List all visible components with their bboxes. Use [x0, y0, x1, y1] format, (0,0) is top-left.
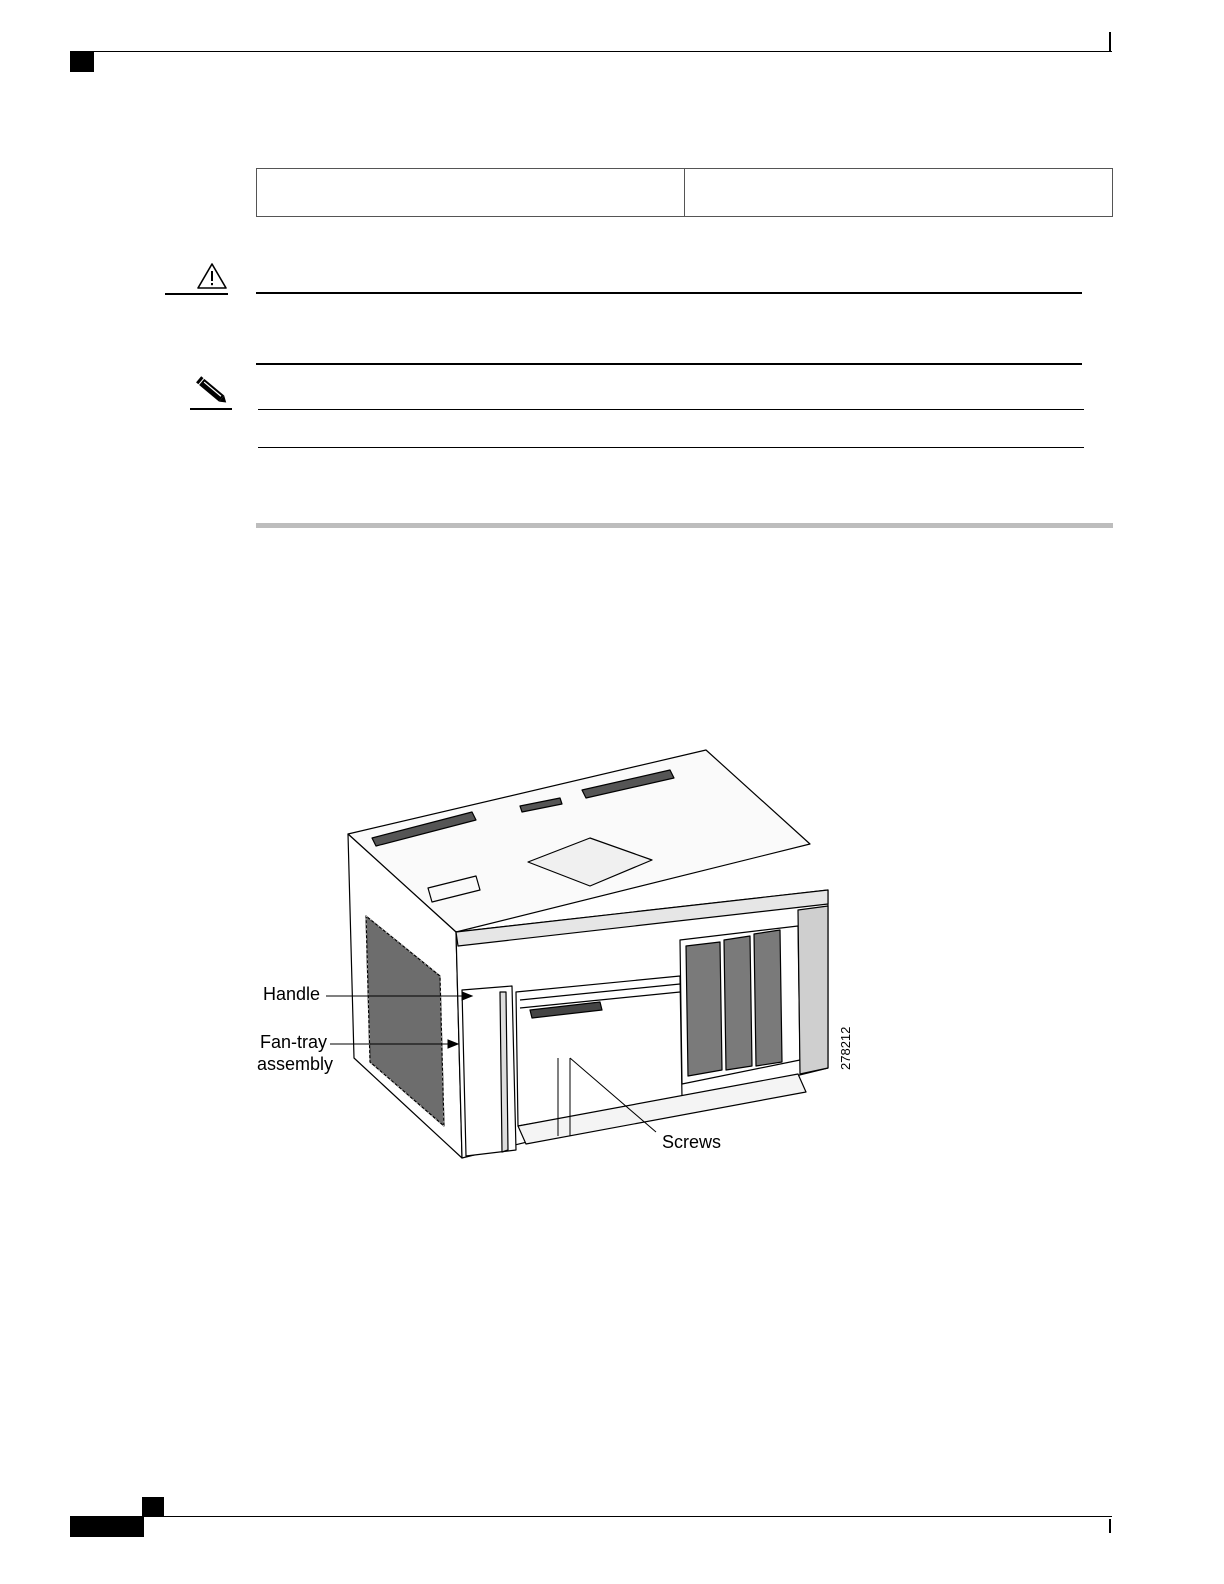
figure-id: 278212 [838, 1026, 853, 1070]
callout-screws: Screws [662, 1132, 722, 1152]
callout-handle: Handle [263, 984, 321, 1004]
section-separator [256, 523, 1113, 528]
table-cell-left [257, 169, 684, 216]
footer-rule [70, 1516, 1112, 1517]
footer-tick [1109, 1519, 1111, 1533]
note-rule-bottom [258, 447, 1084, 448]
header-tick [1109, 32, 1111, 51]
caution-rule-left [165, 293, 228, 295]
callout-fan-tray-line2: assembly [257, 1054, 334, 1074]
caution-icon [196, 262, 228, 290]
caution-rule-bottom [256, 363, 1082, 365]
caution-rule-top [256, 292, 1082, 294]
data-table [256, 168, 1113, 217]
note-rule-top [258, 409, 1084, 410]
footer-bar [70, 1517, 144, 1537]
table-cell-right [684, 169, 1112, 216]
chassis-figure [250, 740, 870, 1170]
note-pencil-icon [190, 376, 232, 410]
footer-page-marker [142, 1497, 164, 1517]
callout-fan-tray-line1: Fan-tray [260, 1032, 328, 1052]
header-rule [70, 51, 1112, 52]
header-page-marker [70, 52, 94, 72]
